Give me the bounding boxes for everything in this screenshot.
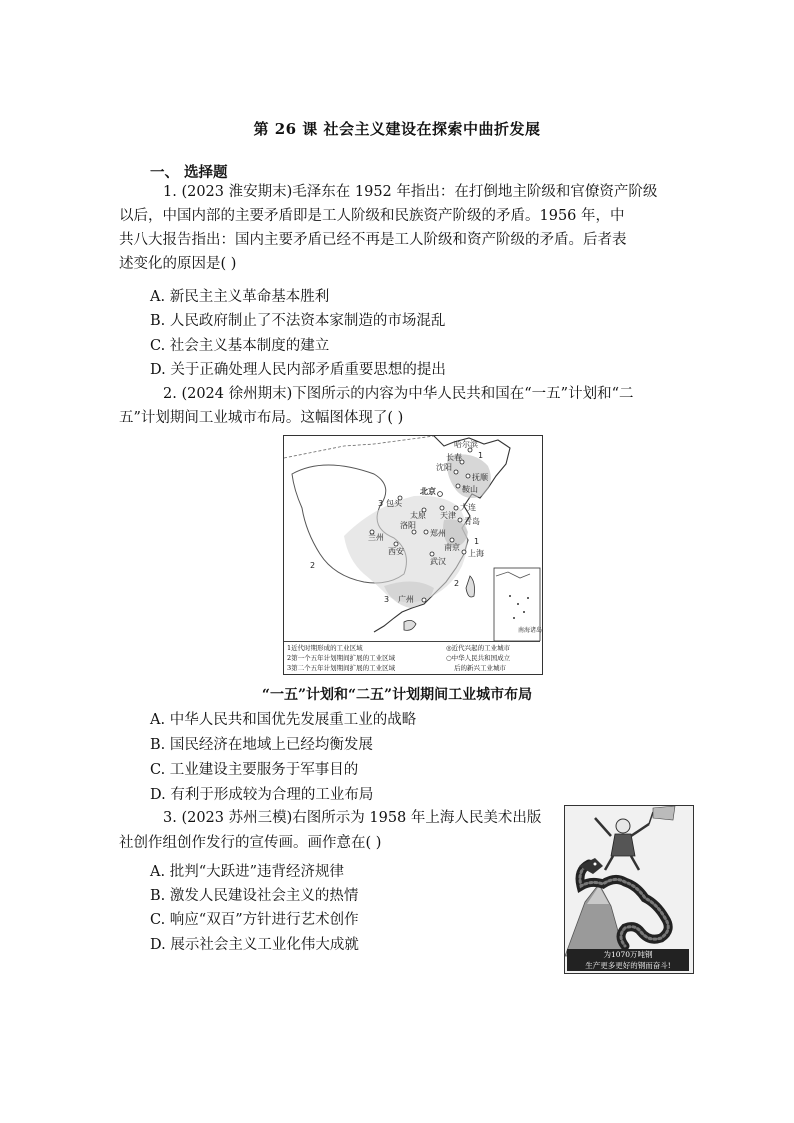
- map-label-shenyang: 沈阳: [436, 463, 452, 472]
- q2-option-d: D. 有利于形成较为合理的工业布局: [150, 787, 374, 803]
- section-heading: 一、 选择题: [150, 164, 228, 181]
- map-label-changchun: 长春: [446, 453, 462, 462]
- poster-slogan: [567, 949, 689, 971]
- q1-line-2: 以后，中国内部的主要矛盾即是工人阶级和民族资产阶级的矛盾。1956 年，中: [119, 208, 625, 224]
- map-label-qingdao: 青岛: [464, 517, 480, 526]
- map-label-guangzhou: 广州: [398, 595, 414, 604]
- map-label-nanjing: 南京: [444, 543, 460, 552]
- q1-option-a: A. 新民主主义革命基本胜利: [150, 289, 330, 305]
- map-region-number-3b: 3: [384, 595, 390, 604]
- legend-symbol-new-city: ○中华人民共和国成立: [446, 654, 511, 662]
- q3-line-1: 3. (2023 苏州三模)右图所示为 1958 年上海人民美术出版: [163, 810, 542, 826]
- map-label-xian: 西安: [388, 547, 404, 556]
- map-label-baotou: 包头: [386, 499, 402, 508]
- q1-line-4: 述变化的原因是( ): [119, 256, 237, 272]
- q2-line-2: 五”计划期间工业城市布局。这幅图体现了( ): [119, 410, 404, 426]
- map-label-dalian: 大连: [460, 503, 476, 512]
- legend-symbol-new-city-cont: 后的新兴工业城市: [454, 664, 506, 672]
- q2-option-c: C. 工业建设主要服务于军事目的: [150, 762, 359, 778]
- china-map-svg: [284, 436, 542, 641]
- legend-item-3: 3第二个五年计划期间扩展的工业区域: [287, 664, 396, 672]
- map-region-number-1b: 1: [474, 537, 480, 546]
- q3-option-c: C. 响应“双百”方针进行艺术创作: [150, 912, 359, 928]
- map-region-number-3: 3: [378, 499, 384, 508]
- rider-head: [616, 819, 630, 833]
- flag: [653, 806, 675, 820]
- map-label-beijing: 北京: [420, 487, 436, 496]
- map-label-taiyuan: 太原: [410, 511, 426, 520]
- map-region-number-1: 1: [478, 451, 484, 460]
- map-label-wuhan: 武汉: [430, 557, 446, 566]
- poster-slogan-line-1: 为1070万吨钢: [603, 950, 653, 959]
- legend-item-1: 1近代时期形成的工业区域: [287, 644, 363, 652]
- q2-option-a: A. 中华人民共和国优先发展重工业的战略: [150, 712, 417, 728]
- q2-option-b: B. 国民经济在地域上已经均衡发展: [150, 737, 373, 753]
- map-label-anshan: 鞍山: [462, 485, 478, 494]
- map-label-harbin: 哈尔滨: [454, 440, 478, 449]
- industrial-city-map: [283, 435, 543, 675]
- map-label-zhengzhou: 郑州: [430, 529, 446, 538]
- taiwan-island: [466, 576, 475, 597]
- q3-line-2: 社创作组创作发行的宣传画。画作意在( ): [119, 835, 382, 851]
- q3-option-d: D. 展示社会主义工业化伟大成就: [150, 937, 359, 953]
- page-title: 第 26 课 社会主义建设在探索中曲折发展: [253, 120, 541, 138]
- q2-line-1: 2. (2024 徐州期末)下图所示的内容为中华人民共和国在“一五”计划和“二: [163, 386, 634, 402]
- map-inset-label: 南海诸岛: [518, 627, 542, 634]
- propaganda-poster: [564, 805, 694, 974]
- q1-option-d: D. 关于正确处理人民内部矛盾重要思想的提出: [150, 362, 446, 378]
- q1-option-b: B. 人民政府制止了不法资本家制造的市场混乱: [150, 313, 446, 329]
- q3-option-a: A. 批判“大跃进”违背经济规律: [150, 864, 345, 880]
- poster-slogan-line-2: 生产更多更好的钢而奋斗!: [585, 961, 671, 970]
- hainan-island: [404, 620, 416, 630]
- map-region-number-2: 2: [454, 579, 460, 588]
- map-label-fushun: 抚顺: [472, 473, 488, 482]
- legend-symbol-old-city: ◎近代兴起的工业城市: [446, 644, 511, 652]
- rider-body: [611, 834, 635, 856]
- q1-option-c: C. 社会主义基本制度的建立: [150, 338, 330, 354]
- map-region-number-2b: 2: [310, 561, 316, 570]
- map-label-lanzhou: 兰州: [368, 533, 384, 542]
- border-north: [284, 436, 434, 458]
- legend-item-2: 2第一个五年计划期间扩展的工业区域: [287, 654, 396, 662]
- map-label-shanghai: 上海: [468, 549, 484, 558]
- map-label-luoyang: 洛阳: [400, 521, 416, 530]
- map-caption: “一五”计划和“二五”计划期间工业城市布局: [261, 687, 533, 703]
- q3-option-b: B. 激发人民建设社会主义的热情: [150, 888, 359, 904]
- map-legend: [284, 641, 540, 674]
- map-label-tianjin: 天津: [440, 511, 456, 520]
- q1-line-3: 共八大报告指出：国内主要矛盾已经不再是工人阶级和资产阶级的矛盾。后者表: [119, 232, 627, 248]
- q1-line-1: 1. (2023 淮安期末)毛泽东在 1952 年指出：在打倒地主阶级和官僚资产阶级: [163, 184, 658, 200]
- poster-illustration: [565, 806, 693, 973]
